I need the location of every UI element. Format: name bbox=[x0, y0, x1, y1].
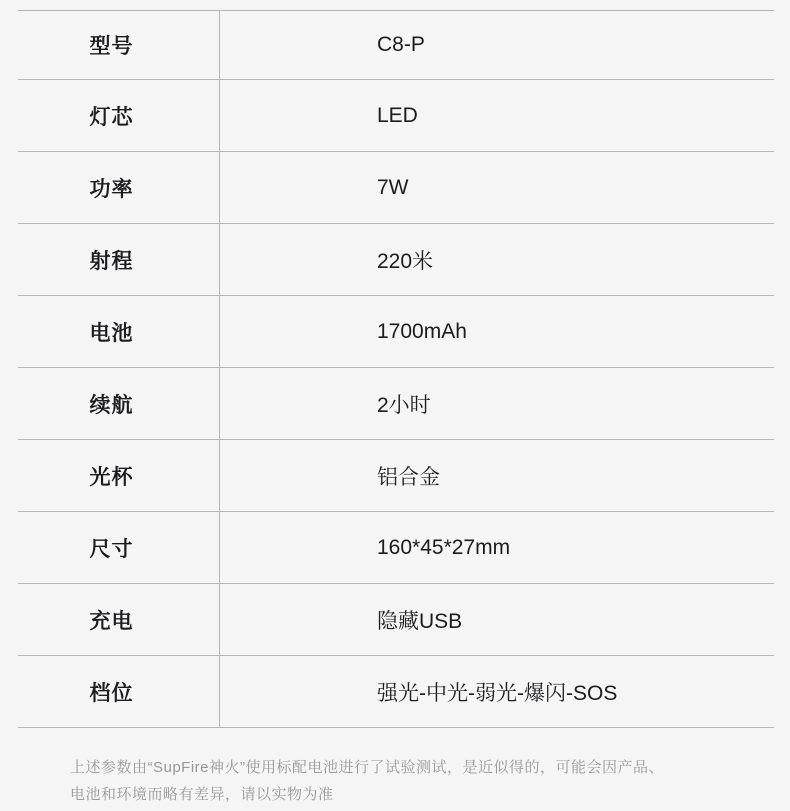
spec-label-size: 尺寸 bbox=[18, 512, 220, 583]
spec-label-led: 灯芯 bbox=[18, 80, 220, 151]
spec-row-size bbox=[18, 512, 774, 584]
spec-row-led bbox=[18, 80, 774, 152]
disclaimer-line-1: 上述参数由“SupFire神火”使用标配电池进行了试验测试，是近似得的，可能会因产品、 bbox=[70, 759, 665, 776]
spec-value-range: 220米 bbox=[377, 249, 434, 273]
spec-row-modes bbox=[18, 656, 774, 728]
spec-value-reflector: 铝合金 bbox=[377, 465, 440, 489]
spec-label-range: 射程 bbox=[18, 224, 220, 295]
spec-value-power: 7W bbox=[377, 175, 409, 199]
spec-row-reflector bbox=[18, 440, 774, 512]
spec-value-runtime: 2小时 bbox=[377, 393, 431, 417]
spec-value-charging: 隐藏USB bbox=[377, 609, 463, 633]
spec-row-charging bbox=[18, 584, 774, 656]
spec-value-model: C8-P bbox=[377, 33, 425, 56]
disclaimer-note bbox=[70, 754, 750, 808]
spec-value-battery: 1700mAh bbox=[377, 319, 467, 343]
spec-value-size: 160*45*27mm bbox=[377, 535, 511, 559]
spec-label-reflector: 光杯 bbox=[18, 440, 220, 511]
spec-label-battery: 电池 bbox=[18, 296, 220, 367]
spec-row-runtime bbox=[18, 368, 774, 440]
spec-row-range bbox=[18, 224, 774, 296]
spec-value-led: LED bbox=[377, 103, 418, 127]
spec-row-model bbox=[18, 11, 774, 80]
spec-value-modes: 强光-中光-弱光-爆闪-SOS bbox=[377, 681, 618, 705]
spec-row-power bbox=[18, 152, 774, 224]
spec-label-model: 型号 bbox=[18, 11, 220, 79]
spec-row-battery bbox=[18, 296, 774, 368]
spec-label-charging: 充电 bbox=[18, 584, 220, 655]
spec-label-runtime: 续航 bbox=[18, 368, 220, 439]
spec-label-power: 功率 bbox=[18, 152, 220, 223]
disclaimer-line-2: 电池和环境而略有差异，请以实物为准 bbox=[70, 786, 334, 803]
product-spec-table bbox=[18, 10, 774, 728]
spec-label-modes: 档位 bbox=[18, 656, 220, 727]
